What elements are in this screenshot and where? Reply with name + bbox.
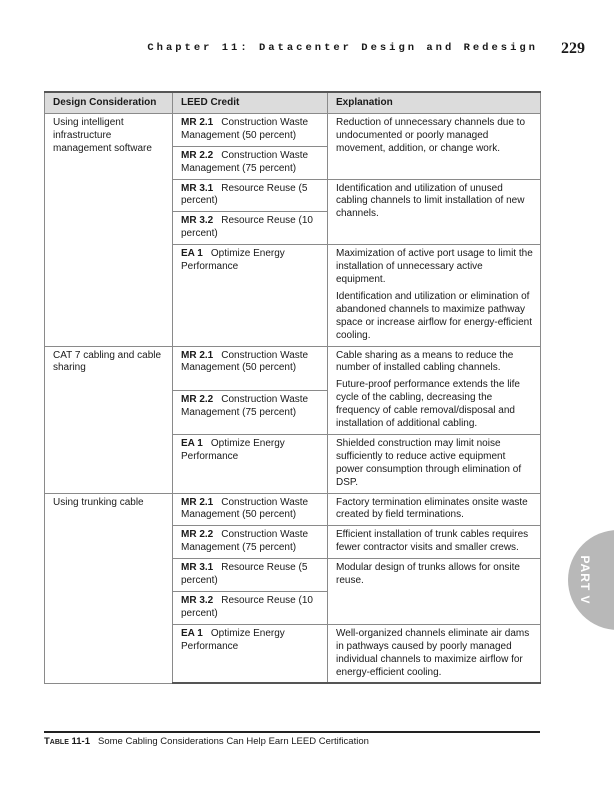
- credit-code: MR 3.2: [181, 595, 214, 606]
- leed-credit-cell: [173, 346, 328, 390]
- credit-text: Construction Waste Management (50 percent): [181, 349, 309, 374]
- credit-text: Resource Reuse (10 percent): [181, 595, 313, 619]
- leed-credit-cell: [173, 624, 328, 683]
- credit-code: MR 2.1: [181, 116, 214, 128]
- leed-credit-cell: [173, 179, 328, 212]
- explanation-cell: [328, 245, 541, 346]
- credit-text: Optimize Energy Performance: [181, 248, 285, 273]
- part-tab-label: PART V: [578, 555, 592, 605]
- credit-code: MR 3.1: [181, 562, 214, 574]
- credit-code: EA 1: [181, 437, 203, 449]
- explanation-cell: Reduction of unnecessary channels due to undocumented or poorly managed movement, addition, or change work.: [328, 113, 541, 179]
- explanation-cell: Shielded construction may limit noise sufficiently to reduce active equipment power consumption through elimination of DSP.: [328, 434, 541, 493]
- caption-label-text: Table 11-1: [44, 736, 90, 747]
- table-row: [45, 493, 541, 526]
- explanation-cell: Efficient installation of trunk cables requires fewer contractor visits and smaller crews.: [328, 526, 541, 559]
- credit-text: Construction Waste Management (75 percent): [181, 393, 309, 418]
- credit-code: EA 1: [181, 627, 203, 639]
- explanation-paragraph: Future-proof performance extends the life cycle of the cabling, decreasing the frequency of cable removal/disposal and installation of additional cabling.: [336, 379, 520, 430]
- header-design-consideration: Design Consideration: [45, 92, 173, 113]
- credit-text: Optimize Energy Performance: [181, 627, 285, 652]
- credit-code: MR 2.1: [181, 349, 214, 361]
- caption-label: [44, 736, 90, 747]
- credit-text: Resource Reuse (5 percent): [181, 182, 308, 207]
- credit-code: MR 3.1: [181, 182, 214, 194]
- leed-credit-cell: [173, 592, 328, 625]
- explanation-cell: Factory termination eliminates onsite waste created by field terminations.: [328, 493, 541, 526]
- leed-table: [44, 91, 541, 684]
- explanation-cell: Modular design of trunks allows for onsite reuse.: [328, 559, 541, 625]
- header-leed-credit: LEED Credit: [173, 92, 328, 113]
- running-head: Chapter 11: Datacenter Design and Redesign: [147, 42, 538, 54]
- leed-credit-cell: [173, 526, 328, 559]
- caption-text: Some Cabling Considerations Can Help Earn LEED Certification: [98, 736, 369, 747]
- explanation-cell: Well-organized channels eliminate air dams in pathways caused by poorly managed individual channels to maximize airflow for energy-efficient cooling.: [328, 624, 541, 683]
- leed-credit-cell: [173, 245, 328, 346]
- credit-code: MR 2.2: [181, 393, 214, 405]
- credit-code: MR 3.2: [181, 215, 214, 227]
- explanation-paragraph: Identification and utilization or elimination of abandoned channels to maximize pathway space or increase airflow for energy-efficient cooling.: [336, 290, 533, 341]
- page-number: 229: [561, 40, 585, 57]
- leed-credit-cell: [173, 559, 328, 592]
- credit-code: MR 2.1: [181, 496, 214, 508]
- credit-text: Resource Reuse (10 percent): [181, 215, 313, 240]
- credit-text: Construction Waste Management (75 percent): [181, 529, 309, 554]
- design-consideration-cell: Using intelligent infrastructure management software: [45, 113, 173, 346]
- explanation-paragraph: Maximization of active port usage to limit the installation of unnecessary active equipment.: [336, 248, 533, 285]
- leed-credit-cell: [173, 493, 328, 526]
- credit-text: Resource Reuse (5 percent): [181, 562, 308, 587]
- credit-text: Construction Waste Management (50 percent): [181, 496, 309, 521]
- design-consideration-cell: CAT 7 cabling and cable sharing: [45, 346, 173, 493]
- explanation-cell: Identification and utilization of unused cabling channels to limit installation of new channels.: [328, 179, 541, 245]
- credit-code: MR 2.2: [181, 149, 214, 161]
- table-row: [45, 113, 541, 146]
- leed-credit-cell: [173, 390, 328, 434]
- explanation-cell: [328, 346, 541, 434]
- table-header-row: [45, 92, 541, 113]
- credit-text: Construction Waste Management (50 percent): [181, 116, 309, 141]
- credit-text: Optimize Energy Performance: [181, 437, 285, 462]
- explanation-paragraph: Cable sharing as a means to reduce the number of installed cabling channels.: [336, 349, 514, 374]
- credit-text: Construction Waste Management (75 percent): [181, 149, 309, 174]
- table-caption: [44, 731, 540, 747]
- credit-code: EA 1: [181, 248, 203, 260]
- leed-credit-cell: [173, 146, 328, 179]
- leed-credit-cell: [173, 434, 328, 493]
- leed-credit-cell: [173, 212, 328, 245]
- header-explanation: Explanation: [328, 92, 541, 113]
- credit-code: MR 2.2: [181, 529, 214, 541]
- table-row: [45, 346, 541, 390]
- leed-credit-cell: [173, 113, 328, 146]
- design-consideration-cell: Using trunking cable: [45, 493, 173, 683]
